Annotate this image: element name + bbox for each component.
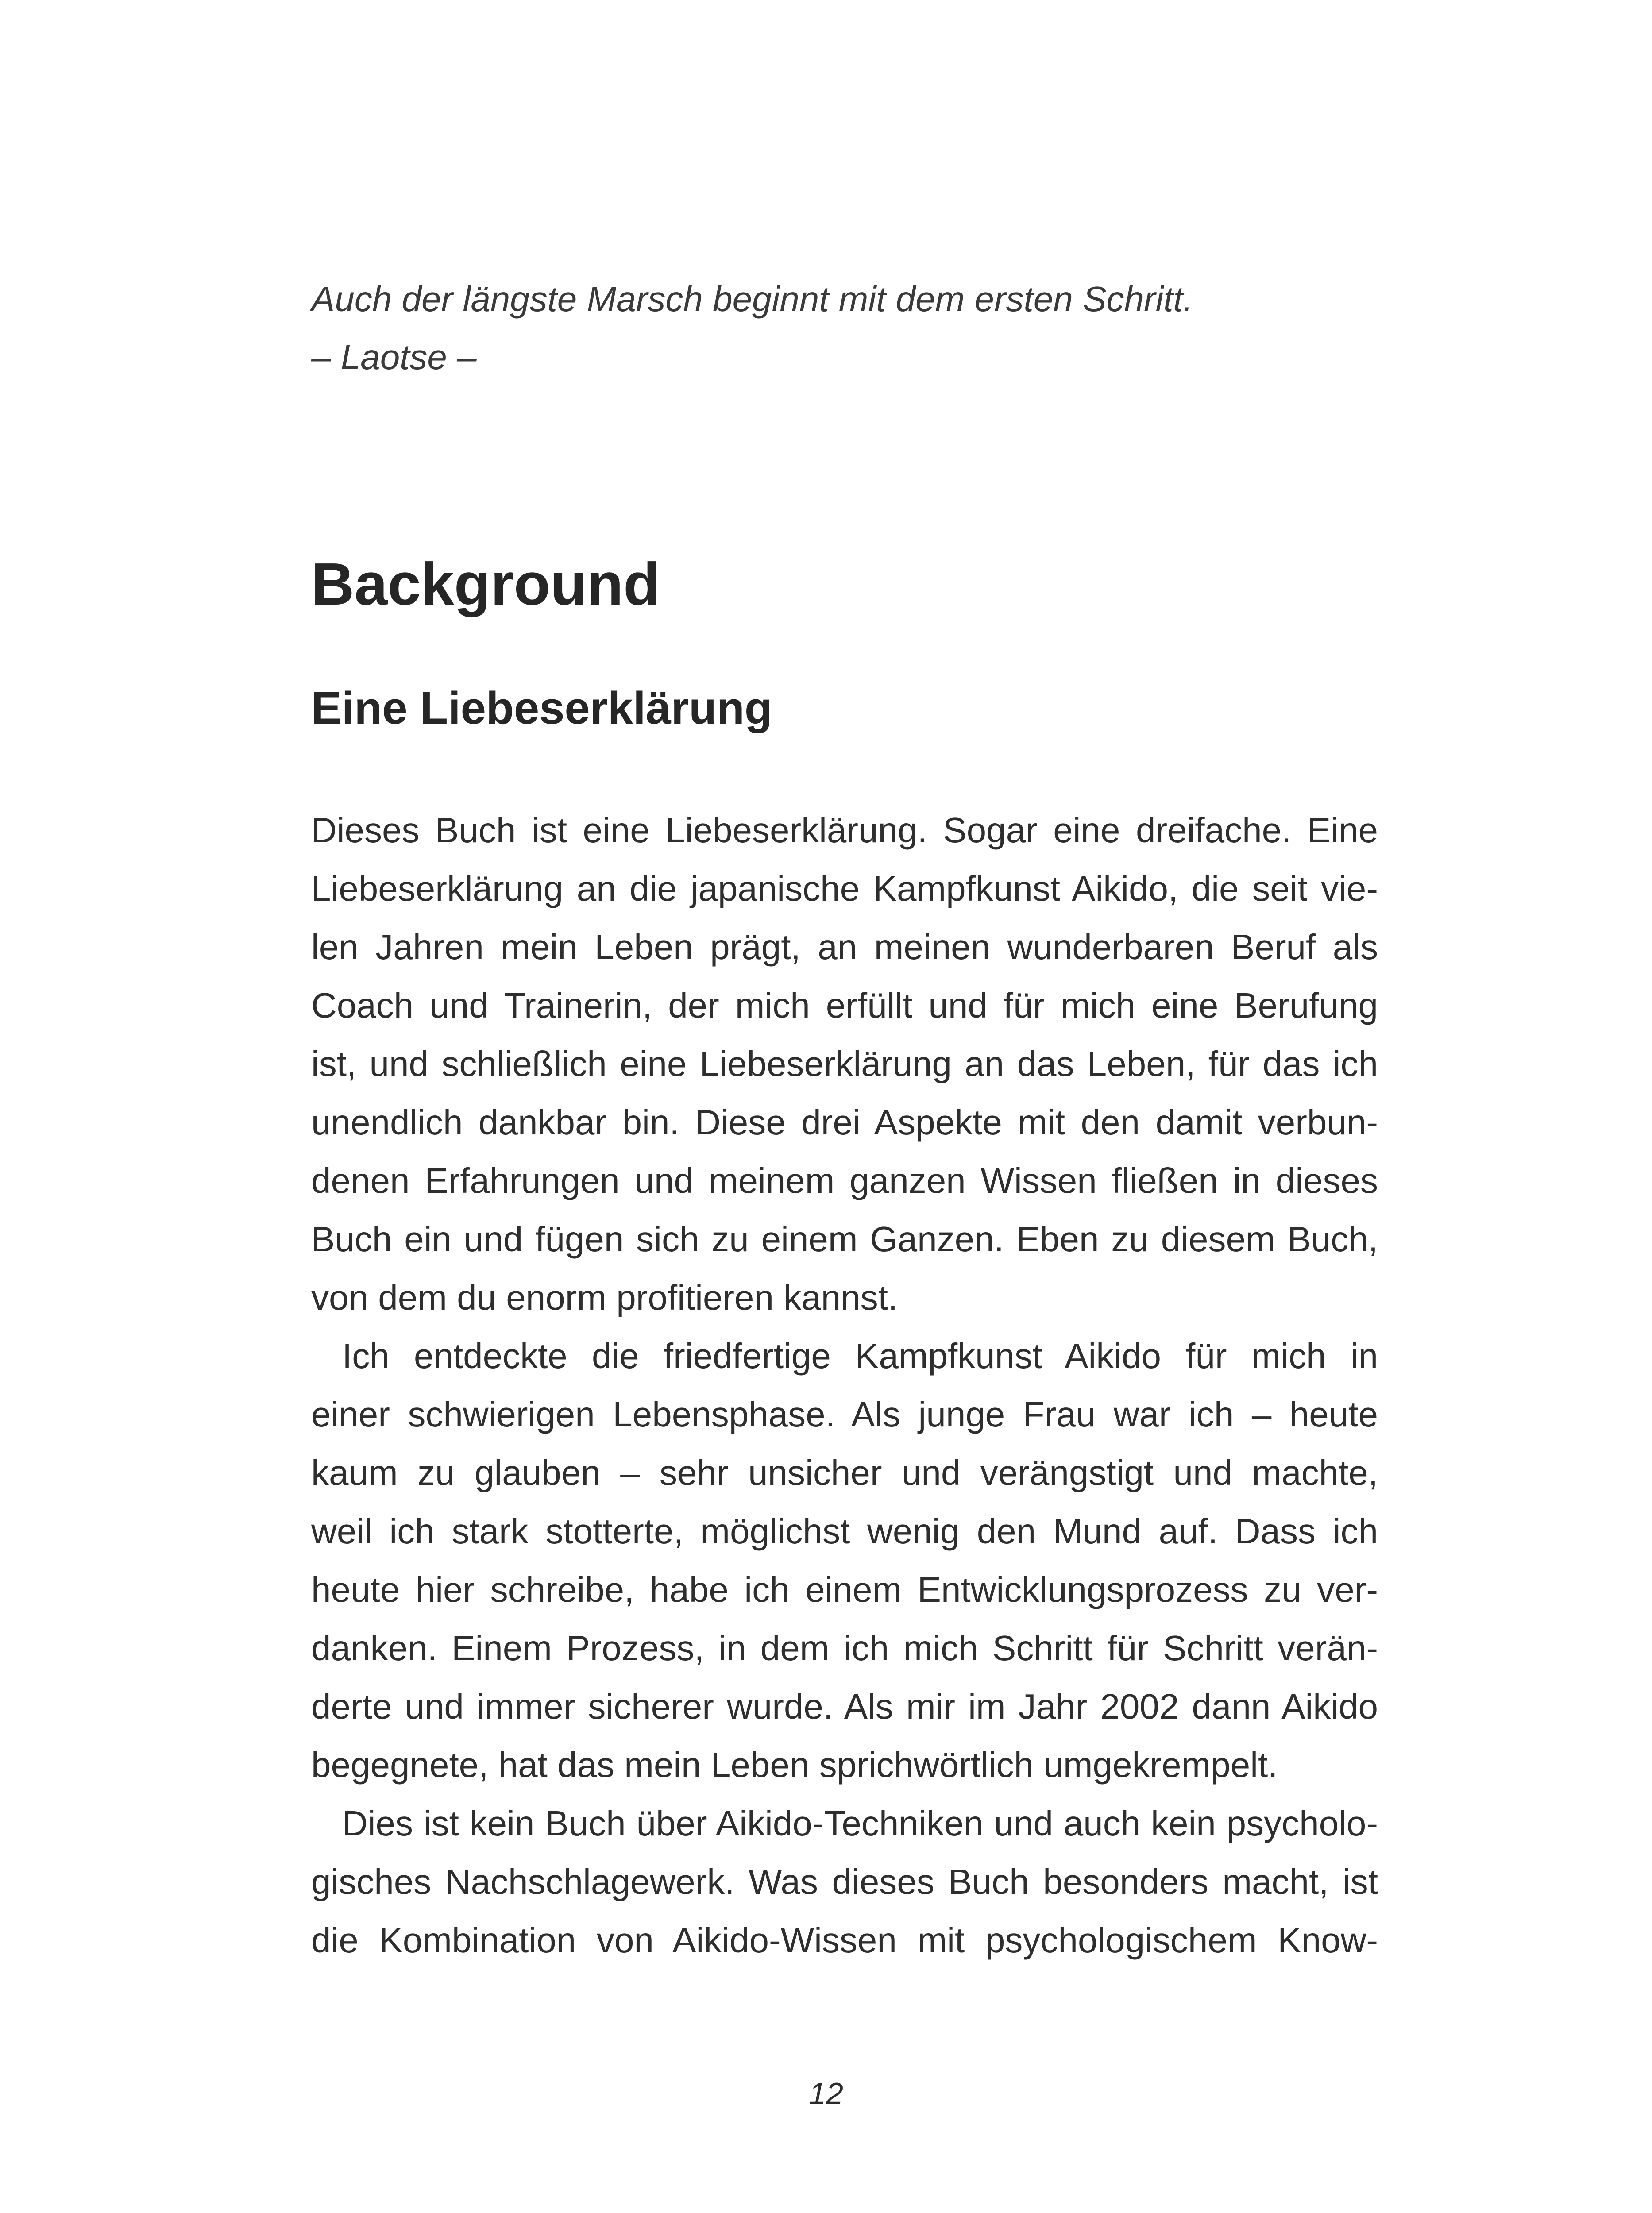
text-line: unendlich dankbar bin. Diese drei Aspekte mit den damit verbun- (311, 1103, 1378, 1142)
epigraph (311, 270, 1378, 386)
paragraph-3 (311, 1794, 1378, 1970)
text-line: Dieses Buch ist eine Liebeserklärung. Sogar eine dreifache. Eine (311, 810, 1378, 850)
paragraph-1 (311, 801, 1378, 1327)
text-line: Ich entdeckte die friedfertige Kampfkunst Aikido für mich in (342, 1336, 1378, 1376)
chapter-title: Background (311, 551, 660, 617)
section-title: Eine Liebeserklärung (311, 682, 772, 733)
text-line: von dem du enorm profitieren kannst. (311, 1278, 898, 1317)
text-line: heute hier schreibe, habe ich einem Entwicklungsprozess zu ver- (311, 1570, 1378, 1609)
epigraph-author: – Laotse – (311, 337, 477, 377)
text-line: danken. Einem Prozess, in dem ich mich Schritt für Schritt verän- (311, 1628, 1378, 1668)
text-line: gisches Nachschlagewerk. Was dieses Buch besonders macht, ist (311, 1862, 1378, 1901)
text-line: weil ich stark stotterte, möglichst wenig den Mund auf. Dass ich (311, 1511, 1378, 1551)
text-line: einer schwierigen Lebensphase. Als junge Frau war ich – heute (311, 1395, 1378, 1434)
text-line: ist, und schließlich eine Liebeserklärung an das Leben, für das ich (311, 1044, 1378, 1083)
paragraph-2 (311, 1327, 1378, 1794)
epigraph-quote: Auch der längste Marsch beginnt mit dem ersten Schritt. (311, 279, 1193, 319)
page-number: 12 (809, 2076, 843, 2111)
text-line: Liebeserklärung an die japanische Kampfkunst Aikido, die seit vie- (311, 869, 1378, 908)
body-text (311, 801, 1378, 1970)
text-line: kaum zu glauben – sehr unsicher und verängstigt und machte, (311, 1453, 1378, 1492)
text-line: denen Erfahrungen und meinem ganzen Wissen fließen in dieses (311, 1161, 1378, 1200)
text-line: die Kombination von Aikido-Wissen mit psychologischem Know- (311, 1920, 1378, 1960)
text-line: begegnete, hat das mein Leben sprichwörtlich umgekrempelt. (311, 1745, 1278, 1785)
text-line: derte und immer sicherer wurde. Als mir im Jahr 2002 dann Aikido (311, 1687, 1378, 1726)
text-line: Coach und Trainerin, der mich erfüllt und für mich eine Berufung (311, 986, 1378, 1025)
text-line: Buch ein und fügen sich zu einem Ganzen. Eben zu diesem Buch, (311, 1219, 1378, 1259)
text-line: Dies ist kein Buch über Aikido-Techniken und auch kein psycholo- (342, 1804, 1378, 1843)
text-line: len Jahren mein Leben prägt, an meinen wunderbaren Beruf als (311, 927, 1378, 967)
